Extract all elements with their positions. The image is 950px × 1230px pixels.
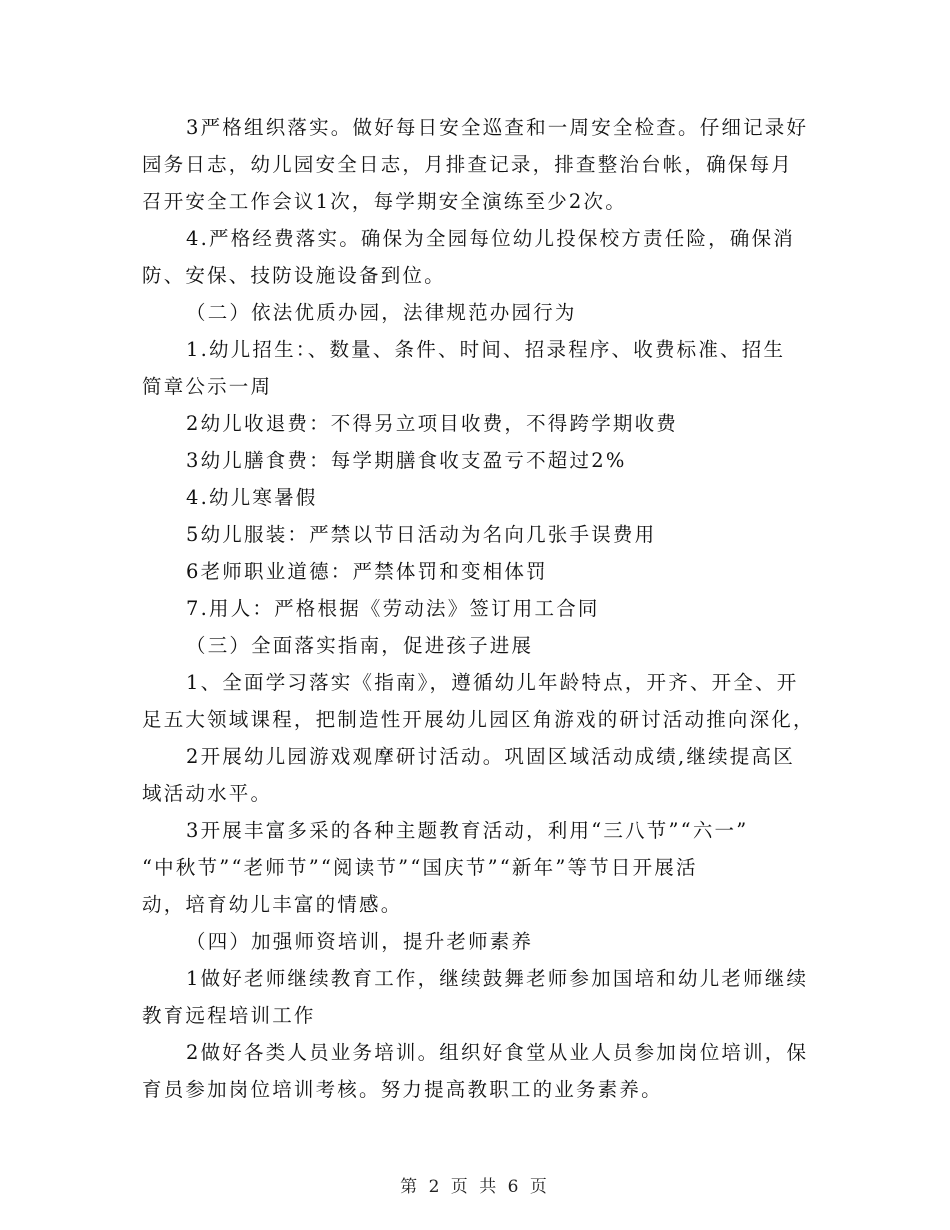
paragraph-line: 召开安全工作会议1次，每学期安全演练至少2次。 [142,190,627,213]
section-heading: （二）依法优质办园，法律规范办园行为 [186,301,577,324]
paragraph-line: 6老师职业道德：严禁体罚和变相体罚 [186,560,548,583]
paragraph-line: 7.用人：严格根据《劳动法》签订用工合同 [186,597,600,620]
paragraph-line: 足五大领域课程，把制造性开展幼儿园区角游戏的研讨活动推向深化， [142,708,815,731]
paragraph-line: 3幼儿膳食费：每学期膳食收支盈亏不超过2% [186,449,627,472]
paragraph-line: 3严格组织落实。做好每日安全巡查和一周安全检查。仔细记录好 [186,116,809,139]
paragraph-line: 1做好老师继续教育工作，继续鼓舞老师参加国培和幼儿老师继续 [186,967,809,990]
paragraph-line: 5幼儿服装：严禁以节日活动为名向几张手误费用 [186,523,657,546]
paragraph-line: 2幼儿收退费：不得另立项目收费，不得跨学期收费 [186,412,679,435]
paragraph-line: 域活动水平。 [142,782,273,805]
paragraph-line: “中秋节”“老师节”“阅读节”“国庆节”“新年”等节日开展活 [142,856,698,879]
paragraph-line: 2做好各类人员业务培训。组织好食堂从业人员参加岗位培训，保 [186,1041,809,1064]
paragraph-line: 动，培育幼儿丰富的情感。 [142,893,403,916]
paragraph-line: 教育远程培训工作 [142,1004,316,1027]
paragraph-line: 1.幼儿招生：、数量、条件、时间、招录程序、收费标准、招生 [186,338,786,361]
paragraph-line: 2开展幼儿园游戏观摩研讨活动。巩固区域活动成绩,继续提高区 [186,745,795,768]
paragraph-line: 4.幼儿寒暑假 [186,486,318,509]
paragraph-line: 育员参加岗位培训考核。努力提高教职工的业务素养。 [142,1078,663,1101]
paragraph-line: 4.严格经费落实。确保为全园每位幼儿投保校方责任险，确保消 [186,227,795,250]
paragraph-line: 3开展丰富多采的各种主题教育活动，利用“三八节”“六一” [186,819,749,842]
paragraph-line: 防、安保、技防设施设备到位。 [142,264,446,287]
section-heading: （四）加强师资培训，提升老师素养 [186,930,534,953]
section-heading: （三）全面落实指南，促进孩子进展 [186,634,534,657]
paragraph-line: 园务日志，幼儿园安全日志，月排查记录，排查整治台帐，确保每月 [142,153,794,176]
paragraph-line: 简章公示一周 [142,375,273,398]
paragraph-line: 1、全面学习落实《指南》，遵循幼儿年龄特点，开齐、开全、开 [186,671,799,694]
page-number-footer: 第 2 页 共 6 页 [400,1177,550,1197]
